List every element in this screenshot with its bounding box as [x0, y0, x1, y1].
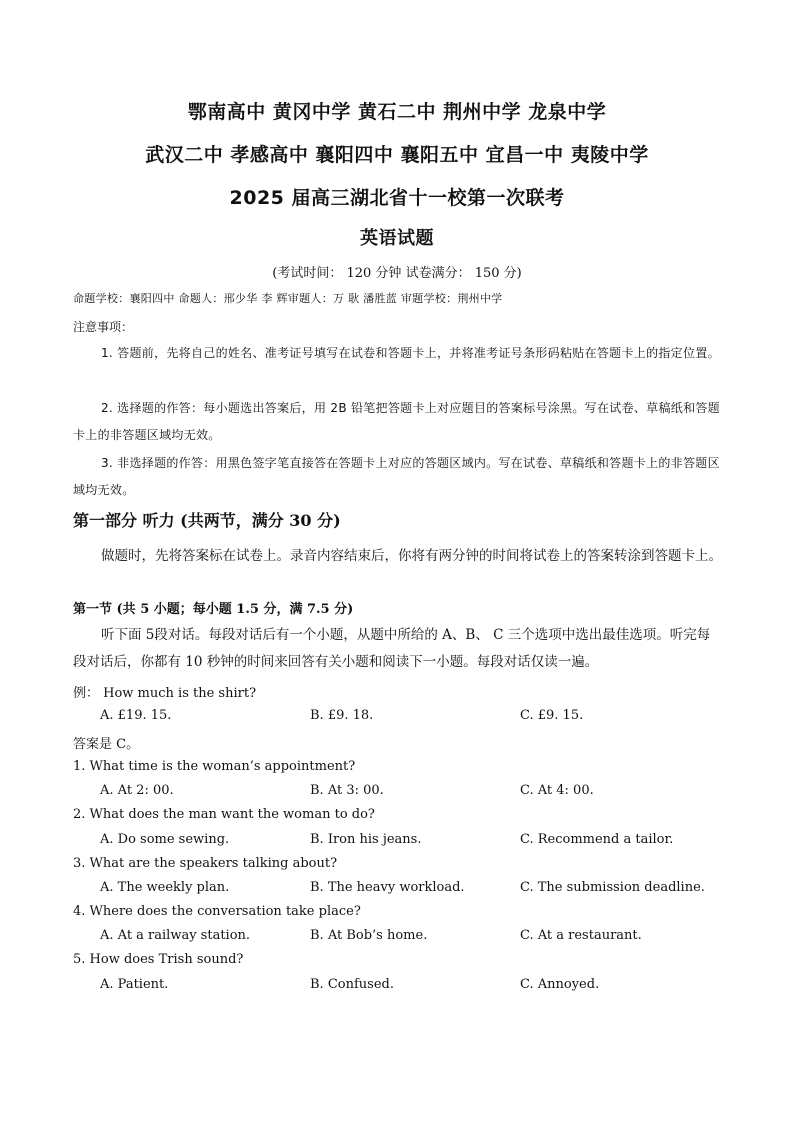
notice-item-2: 2. 选择题的作答：每小题选出答案后，用 2B 铅笔把答题卡上对应题目的答案标号涂黑。写在试卷、草稿纸和答题卡上的非答题区域均无效。 [73, 401, 720, 442]
authors-line: 命题学校：襄阳四中 命题人：邢少华 李 辉审题人：万 耿 潘胜蓝 审题学校：荆州中学 [73, 292, 503, 305]
q5-option-a: A. Patient. [100, 977, 169, 992]
q1-option-a: A. At 2: 00. [100, 783, 174, 798]
question-1: 1. What time is the woman’s appointment? [73, 759, 356, 774]
example-question: 例： How much is the shirt? [73, 686, 257, 701]
q3-option-c: C. The submission deadline. [520, 880, 705, 895]
q2-option-b: B. Iron his jeans. [310, 832, 422, 847]
notice-title: 注意事项： [73, 320, 134, 334]
subject-title: 英语试题 [360, 228, 434, 249]
q4-option-b: B. At Bob’s home. [310, 928, 428, 943]
q2-option-c: C. Recommend a tailor. [520, 832, 674, 847]
notice-item-1: 1. 答题前，先将自己的姓名、准考证号填写在试卷和答题卡上，并将准考证号条形码粘贴在答题卡上的指定位置。 [101, 346, 720, 360]
q3-option-b: B. The heavy workload. [310, 880, 465, 895]
q2-option-a: A. Do some sewing. [100, 832, 230, 847]
example-option-b: B. £9. 18. [310, 708, 374, 723]
example-option-a: A. £19. 15. [100, 708, 172, 723]
part1-title: 第一部分 听力 (共两节，满分 30 分) [73, 511, 341, 530]
exam-info: (考试时间： 120 分钟 试卷满分： 150 分) [272, 266, 522, 281]
section1-title: 第一节 (共 5 小题；每小题 1.5 分，满 7.5 分) [73, 602, 354, 617]
q1-option-b: B. At 3: 00. [310, 783, 384, 798]
example-answer: 答案是 C。 [73, 737, 140, 752]
q1-option-c: C. At 4: 00. [520, 783, 594, 798]
question-3: 3. What are the speakers talking about? [73, 856, 338, 871]
section1-intro: 听下面 5段对话。每段对话后有一个小题，从题中所给的 A、B、 C 三个选项中选出最佳选项。听完每段对话后，你都有 10 秒钟的时间来回答有关小题和阅读下一小题。每段对话仅读一遍。 [73, 627, 711, 670]
question-2: 2. What does the man want the woman to do? [73, 807, 375, 822]
q3-option-a: A. The weekly plan. [100, 880, 230, 895]
question-5: 5. How does Trish sound? [73, 952, 244, 967]
schools-line-2: 武汉二中 孝感高中 襄阳四中 襄阳五中 宜昌一中 夷陵中学 [145, 144, 649, 166]
q5-option-b: B. Confused. [310, 977, 394, 992]
question-4: 4. Where does the conversation take place? [73, 904, 361, 919]
part1-intro: 做题时，先将答案标在试卷上。录音内容结束后，你将有两分钟的时间将试卷上的答案转涂到答题卡上。 [101, 548, 722, 564]
q4-option-c: C. At a restaurant. [520, 928, 642, 943]
example-option-c: C. £9. 15. [520, 708, 584, 723]
q5-option-c: C. Annoyed. [520, 977, 600, 992]
schools-line-1: 鄂南高中 黄冈中学 黄石二中 荆州中学 龙泉中学 [187, 101, 607, 123]
exam-title: 2025 届高三湖北省十一校第一次联考 [229, 187, 565, 209]
q4-option-a: A. At a railway station. [100, 928, 251, 943]
notice-item-3: 3. 非选择题的作答：用黑色签字笔直接答在答题卡上对应的答题区域内。写在试卷、草稿纸和答题卡上的非答题区域均无效。 [73, 456, 720, 497]
